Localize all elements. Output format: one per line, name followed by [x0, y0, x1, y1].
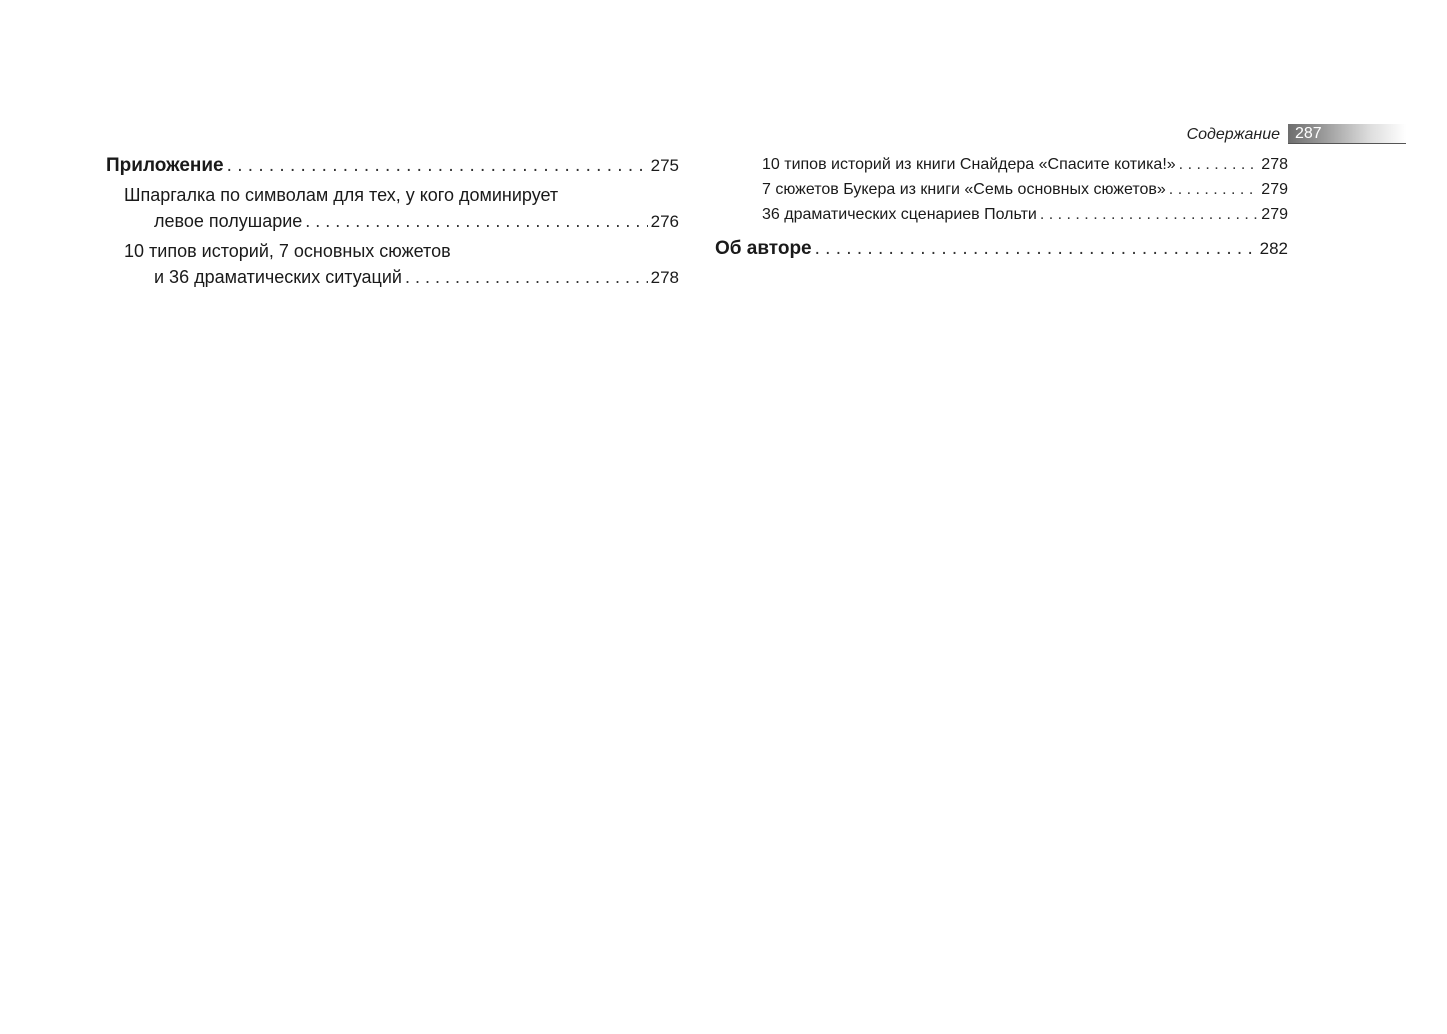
dot-leader: [1169, 177, 1259, 202]
running-head: [1100, 124, 1406, 145]
toc-entry-title-line2: и 36 драматических ситуаций: [154, 267, 402, 287]
running-head-title: Содержание: [1186, 126, 1280, 143]
toc-entry-title: 7 сюжетов Букера из книги «Семь основных сюжетов»: [762, 181, 1166, 198]
toc-entry-polti[interactable]: [715, 202, 1288, 227]
toc-entry-title-line1: Шпаргалка по символам для тех, у кого доминирует: [124, 185, 559, 205]
toc-entry-title-line1: 10 типов историй, 7 основных сюжетов: [124, 241, 451, 261]
dot-leader: [305, 208, 647, 234]
toc-entry-title: 10 типов историй из книги Снайдера «Спасите котика!»: [762, 156, 1176, 173]
toc-entry-page: 275: [650, 156, 679, 175]
toc-entry-page: 276: [650, 212, 679, 231]
dot-leader: [815, 235, 1257, 263]
toc-right-column: [715, 152, 1288, 263]
dot-leader: [1040, 202, 1258, 227]
toc-entry-title: Об авторе: [715, 238, 812, 259]
toc-entry-page: 279: [1261, 206, 1288, 223]
toc-entry-page: 278: [1261, 156, 1288, 173]
toc-entry-story-types[interactable]: [106, 238, 679, 291]
dot-leader: [405, 264, 648, 290]
toc-entry-appendix[interactable]: [106, 152, 679, 180]
dot-leader: [227, 152, 648, 180]
toc-entry-snyder[interactable]: [715, 152, 1288, 177]
toc-entry-title-line2: левое полушарие: [154, 211, 303, 231]
toc-entry-page: 278: [650, 268, 679, 287]
toc-left-column: [106, 152, 679, 291]
toc-entry-page: 279: [1261, 181, 1288, 198]
toc-entry-about-author[interactable]: [715, 235, 1288, 263]
toc-entry-title: Приложение: [106, 155, 224, 176]
page-number-bar: [1288, 124, 1406, 144]
toc-entry-booker[interactable]: [715, 177, 1288, 202]
toc-entry-page: 282: [1259, 239, 1288, 258]
dot-leader: [1179, 152, 1259, 177]
toc-entry-title: 36 драматических сценариев Польти: [762, 206, 1037, 223]
page-number: 287: [1295, 125, 1322, 142]
toc-entry-cheat-sheet[interactable]: [106, 182, 679, 235]
